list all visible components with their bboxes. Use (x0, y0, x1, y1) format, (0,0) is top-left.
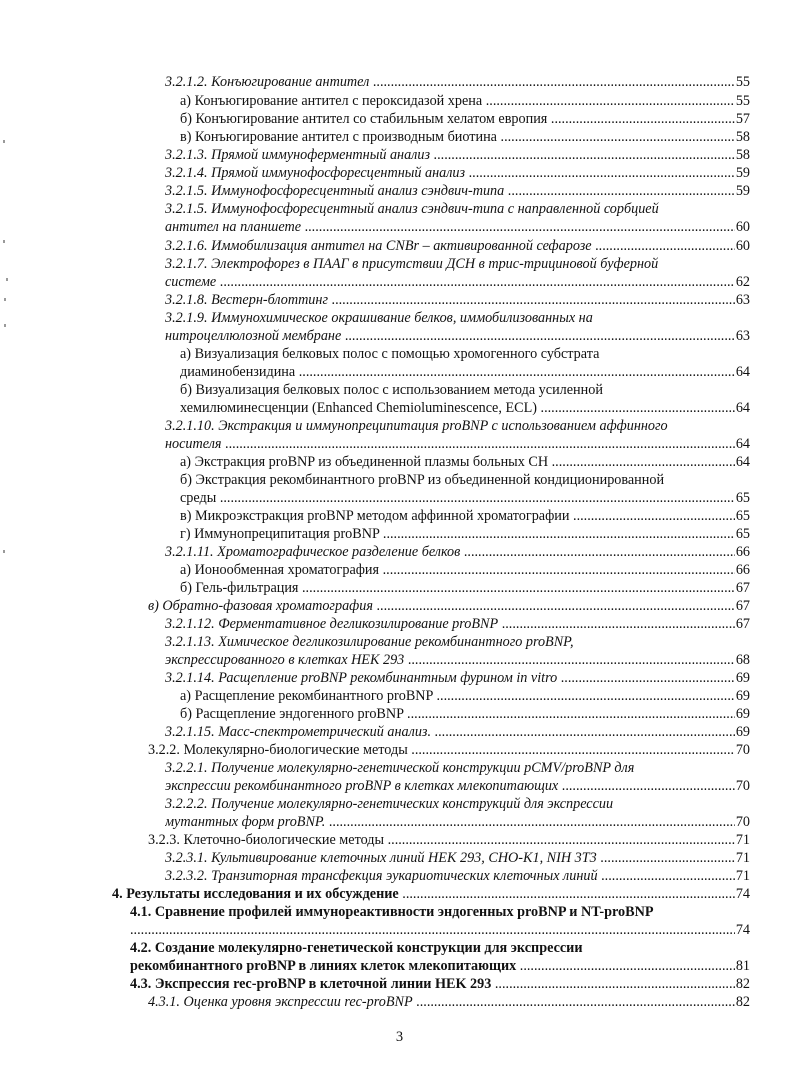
toc-entry (112, 886, 750, 903)
toc-entry (165, 760, 750, 777)
toc-entry (165, 256, 750, 273)
toc-entry (165, 850, 750, 867)
scan-speck (4, 324, 6, 327)
toc-entry-title: 3.2.2. Молекулярно-биологические методы ..... (148, 742, 750, 758)
toc-entry-page: 64 (735, 400, 750, 416)
toc-entry-title: 3.2.1.6. Иммобилизация антител на CNBr – активированной сефарозе ..... (165, 238, 750, 254)
toc-entry-title: а) Визуализация белковых полос с помощью хромогенного субстрата (180, 346, 600, 362)
toc-entry (180, 562, 750, 579)
toc-entry-page: 67 (735, 598, 750, 614)
toc-entry-page: 58 (735, 147, 750, 163)
toc-entry (180, 364, 750, 381)
toc-entry-title: в) Конъюгирование антител с производным биотина ..... (180, 129, 750, 145)
toc-entry-title: 3.2.2.1. Получение молекулярно-генетической конструкции pCMV/proBNP для (165, 760, 635, 776)
toc-entry-title: экспрессии рекомбинантного proBNP в клетках млекопитающих ..... (165, 778, 750, 794)
page-number: 3 (395, 1029, 404, 1045)
toc-entry-title: 3.2.1.8. Вестерн-блоттинг ..... (165, 292, 750, 308)
toc-entry-title: 4.3. Экспрессия rec-proBNP в клеточной линии HEK 293 ..... (130, 976, 750, 992)
toc-entry-title: 3.2.1.4. Прямой иммунофосфоресцентный анализ ..... (165, 165, 750, 181)
toc-entry (180, 111, 750, 128)
toc-entry (148, 994, 750, 1011)
toc-entry-title: экспрессированного в клетках HEK 293 ..... (165, 652, 750, 668)
toc-entry (180, 93, 750, 110)
toc-entry-page: 70 (735, 742, 750, 758)
toc-entry-page: 64 (735, 364, 750, 380)
toc-entry (165, 201, 750, 218)
toc-entry-title: 4.1. Сравнение профилей иммунореактивности эндогенных proBNP и NT-proBNP (130, 904, 654, 920)
toc-entry-title: 3.2.1.3. Прямой иммуноферментный анализ ..... (165, 147, 750, 163)
toc-entry-title: среды ..... (180, 490, 750, 506)
toc-entry-title: 4.3.1. Оценка уровня экспрессии rec-proBNP ..... (148, 994, 750, 1010)
toc-entry (165, 74, 750, 91)
toc-entry (180, 129, 750, 146)
toc-entry-title: 3.2.1.12. Ферментативное дегликозилирование proBNP ..... (165, 616, 750, 632)
toc-entry (165, 670, 750, 687)
toc-entry-page: 62 (735, 274, 750, 290)
toc-entry (180, 688, 750, 705)
toc-entry-title: нитроцеллюлозной мембране ..... (165, 328, 750, 344)
toc-entry-title: а) Экстракция proBNP из объединенной плазмы больных СН ..... (180, 454, 750, 470)
toc-entry-title: 3.2.1.13. Химическое дегликозилирование рекомбинантного proBNP, (165, 634, 574, 650)
toc-entry-title: б) Расщепление эндогенного proBNP ..... (180, 706, 750, 722)
toc-entry-page: 64 (735, 436, 750, 452)
toc-entry-page: 55 (735, 74, 750, 90)
scan-speck (3, 140, 5, 143)
scan-speck (3, 550, 5, 553)
toc-entry (180, 454, 750, 471)
toc-entry-title: рекомбинантного proBNP в линиях клеток млекопитающих ..... (130, 958, 750, 974)
toc-entry-page: 58 (735, 129, 750, 145)
toc-entry (165, 814, 750, 831)
toc-entry-title: 3.2.1.11. Хроматографическое разделение белков ..... (165, 544, 750, 560)
toc-entry-page: 74 (735, 886, 750, 902)
toc-entry-page: 59 (735, 165, 750, 181)
toc-entry-title: а) Расщепление рекомбинантного proBNP ..... (180, 688, 750, 704)
toc-entry-page: 70 (735, 778, 750, 794)
toc-entry (165, 868, 750, 885)
toc-entry-title: 4.2. Создание молекулярно-генетической конструкции для экспрессии (130, 940, 583, 956)
toc-entry (165, 418, 750, 435)
toc-entry-page: 70 (735, 814, 750, 830)
toc-entry-title: 3.2.1.7. Электрофорез в ПААГ в присутствии ДСН в трис-трициновой буферной (165, 256, 659, 272)
toc-entry-page: 67 (735, 616, 750, 632)
toc-entry-page: 71 (735, 850, 750, 866)
toc-entry-title: б) Гель-фильтрация ..... (180, 580, 750, 596)
toc-entry-title: системе ..... (165, 274, 750, 290)
toc-entry (165, 238, 750, 255)
toc-entry-page: 82 (735, 994, 750, 1010)
toc-entry-title: 3.2.3.1. Культивирование клеточных линий HEK 293, CHO-K1, NIH 3T3 ..... (165, 850, 750, 866)
toc-entry-title: в) Обратно-фазовая хроматография ..... (148, 598, 750, 614)
toc-entry (180, 508, 750, 525)
toc-entry (165, 778, 750, 795)
toc-entry-title: б) Экстракция рекомбинантного proBNP из объединенной кондиционированной (180, 472, 665, 488)
toc-entry (165, 328, 750, 345)
toc-entry-page: 60 (735, 238, 750, 254)
toc-entry-page: 69 (735, 670, 750, 686)
toc-entry-page: 69 (735, 706, 750, 722)
toc-entry-page: 59 (735, 183, 750, 199)
toc-entry-title (130, 922, 750, 938)
toc-entry-page: 63 (735, 328, 750, 344)
toc-entry-page: 71 (735, 832, 750, 848)
toc-entry-title: антител на планшете ..... (165, 219, 750, 235)
toc-entry-title: 3.2.1.5. Иммунофосфоресцентный анализ сэндвич-типа ..... (165, 183, 750, 199)
toc-entry-page: 57 (735, 111, 750, 127)
toc-entry (165, 652, 750, 669)
toc-entry (130, 904, 750, 921)
toc-entry-page: 66 (735, 562, 750, 578)
toc-entry-title: б) Визуализация белковых полос с использованием метода усиленной (180, 382, 603, 398)
toc-entry (165, 436, 750, 453)
toc-entry (165, 292, 750, 309)
toc-entry (165, 165, 750, 182)
toc-entry (165, 724, 750, 741)
toc-entry (180, 382, 750, 399)
toc-entry-page: 65 (735, 526, 750, 542)
toc-entry-title: 3.2.1.10. Экстракция и иммунопреципитация proBNP с использованием аффинного (165, 418, 668, 434)
toc-entry-title: мутантных форм proBNP. ..... (165, 814, 750, 830)
toc-entry (165, 147, 750, 164)
toc-entry (180, 472, 750, 489)
toc-entry-title: 3.2.3. Клеточно-биологические методы ..... (148, 832, 750, 848)
toc-entry-title: 4. Результаты исследования и их обсуждение ..... (112, 886, 750, 902)
toc-entry (180, 346, 750, 363)
toc-entry-title: 3.2.1.5. Иммунофосфоресцентный анализ сэндвич-типа с направленной сорбцией (165, 201, 659, 217)
toc-entry-page: 81 (735, 958, 750, 974)
toc-entry (130, 940, 750, 957)
toc-entry-title: хемилюминесценции (Enhanced Chemioluminescence, ECL) ..... (180, 400, 750, 416)
toc-entry-page: 67 (735, 580, 750, 596)
toc-entry-page: 60 (735, 219, 750, 235)
toc-entry-title: носителя ..... (165, 436, 750, 452)
toc-entry-title: диаминобензидина ..... (180, 364, 750, 380)
toc-entry-title: б) Конъюгирование антител со стабильным хелатом европия ..... (180, 111, 750, 127)
toc-entry (130, 976, 750, 993)
toc-entry-page: 66 (735, 544, 750, 560)
toc-entry-page: 65 (735, 490, 750, 506)
toc-entry-title: 3.2.1.2. Конъюгирование антител ..... (165, 74, 750, 90)
toc-entry (148, 598, 750, 615)
toc-entry-page: 65 (735, 508, 750, 524)
toc-entry (148, 832, 750, 849)
toc-entry (165, 274, 750, 291)
scan-speck (3, 240, 5, 243)
toc-entry (165, 544, 750, 561)
toc-entry-title: 3.2.2.2. Получение молекулярно-генетических конструкций для экспрессии (165, 796, 614, 812)
scan-speck (6, 278, 8, 281)
toc-entry (165, 183, 750, 200)
toc-entry-page: 74 (735, 922, 750, 938)
toc-entry (180, 706, 750, 723)
toc-entry (148, 742, 750, 759)
toc-entry-page: 64 (735, 454, 750, 470)
toc-entry (165, 634, 750, 651)
toc-entry (130, 958, 750, 975)
toc-entry-page: 69 (735, 688, 750, 704)
toc-entry-title: 3.2.3.2. Транзиторная трансфекция эукариотических клеточных линий ..... (165, 868, 750, 884)
toc-entry-title: 3.2.1.14. Расщепление proBNP рекомбинантным фурином in vitro ..... (165, 670, 750, 686)
toc-entry-title: в) Микроэкстракция proBNP методом аффинной хроматографии ..... (180, 508, 750, 524)
toc-entry-page: 69 (735, 724, 750, 740)
toc-entry (180, 400, 750, 417)
toc-entry (165, 616, 750, 633)
toc-entry-page: 55 (735, 93, 750, 109)
toc-entry (165, 310, 750, 327)
scan-speck (4, 298, 6, 301)
toc-entry (180, 490, 750, 507)
toc-entry-title: г) Иммунопреципитация proBNP ..... (180, 526, 750, 542)
toc-entry-title: 3.2.1.15. Масс-спектрометрический анализ. ..... (165, 724, 750, 740)
toc-entry-title: а) Конъюгирование антител с пероксидазой хрена ..... (180, 93, 750, 109)
toc-entry (130, 922, 750, 939)
toc-entry (180, 580, 750, 597)
toc-entry-title: 3.2.1.9. Иммунохимическое окрашивание белков, иммобилизованных на (165, 310, 593, 326)
toc-entry-page: 71 (735, 868, 750, 884)
toc-entry-page: 63 (735, 292, 750, 308)
toc-entry-page: 82 (735, 976, 750, 992)
toc-entry (180, 526, 750, 543)
toc-entry (165, 219, 750, 236)
toc-entry (165, 796, 750, 813)
toc-entry-page: 68 (735, 652, 750, 668)
toc-entry-title: а) Ионообменная хроматография ..... (180, 562, 750, 578)
